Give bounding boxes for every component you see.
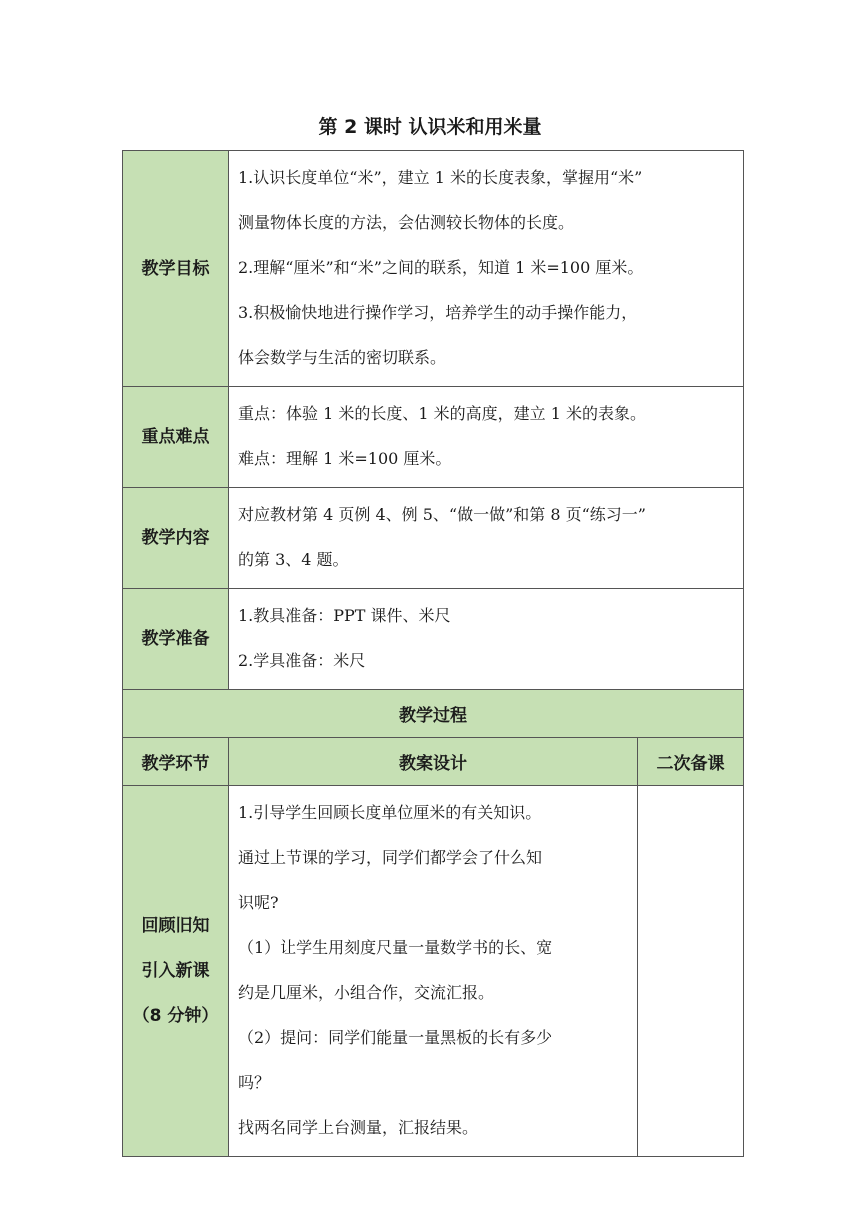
objectives-line: 2.理解“厘米”和“米”之间的联系，知道 1 米=100 厘米。	[238, 258, 644, 277]
content-row	[123, 488, 744, 589]
stage-label-line: 引入新课	[141, 960, 210, 981]
col-design-header: 教案设计	[229, 738, 638, 786]
preparation-line: 1.教具准备：PPT 课件、米尺	[238, 606, 451, 625]
stage-label	[123, 786, 229, 1157]
stage-row	[123, 786, 744, 1157]
design-line: 找两名同学上台测量，汇报结果。	[238, 1118, 479, 1137]
preparation-line: 2.学具准备：米尺	[238, 651, 366, 670]
content-line: 的第 3、4 题。	[238, 550, 349, 569]
process-columns-row	[123, 738, 744, 786]
key-points-line: 重点：体验 1 米的长度、1 米的高度，建立 1 米的表象。	[238, 404, 646, 423]
content-content	[229, 488, 744, 589]
design-line: 识呢?	[238, 893, 279, 912]
page-title: 第 2 课时 认识米和用米量	[318, 116, 542, 138]
key-points-row	[123, 387, 744, 488]
objectives-row	[123, 151, 744, 387]
content-line: 对应教材第 4 页例 4、例 5、“做一做”和第 8 页“练习一”	[238, 505, 646, 524]
content-label: 教学内容	[123, 488, 229, 589]
objectives-content	[229, 151, 744, 387]
objectives-label: 教学目标	[123, 151, 229, 387]
preparation-row	[123, 589, 744, 690]
col-second-prep-header: 二次备课	[638, 738, 744, 786]
stage-label-line: 回顾旧知	[141, 915, 210, 936]
design-line: 1.引导学生回顾长度单位厘米的有关知识。	[238, 803, 542, 822]
key-points-line: 难点：理解 1 米=100 厘米。	[238, 449, 452, 468]
design-line: 约是几厘米，小组合作，交流汇报。	[238, 983, 495, 1002]
col-stage-header: 教学环节	[123, 738, 229, 786]
stage-label-line: （8 分钟）	[132, 1005, 219, 1026]
design-line: 吗？	[238, 1073, 271, 1092]
preparation-content	[229, 589, 744, 690]
objectives-line: 3.积极愉快地进行操作学习，培养学生的动手操作能力，	[238, 303, 638, 322]
design-line: （1）让学生用刻度尺量一量数学书的长、宽	[238, 938, 553, 957]
process-heading-row	[123, 690, 744, 738]
design-line: 通过上节课的学习，同学们都学会了什么知	[238, 848, 543, 867]
preparation-label: 教学准备	[123, 589, 229, 690]
key-points-content	[229, 387, 744, 488]
stage-design-content	[229, 786, 638, 1157]
process-heading: 教学过程	[123, 690, 744, 738]
lesson-plan-table	[122, 150, 744, 1157]
objectives-line: 1.认识长度单位“米”，建立 1 米的长度表象，掌握用“米”	[238, 168, 643, 187]
second-prep-cell	[638, 786, 744, 1157]
design-line: （2）提问：同学们能量一量黑板的长有多少	[238, 1028, 553, 1047]
objectives-line: 体会数学与生活的密切联系。	[238, 348, 447, 367]
key-points-label: 重点难点	[123, 387, 229, 488]
objectives-line: 测量物体长度的方法，会估测较长物体的长度。	[238, 213, 575, 232]
